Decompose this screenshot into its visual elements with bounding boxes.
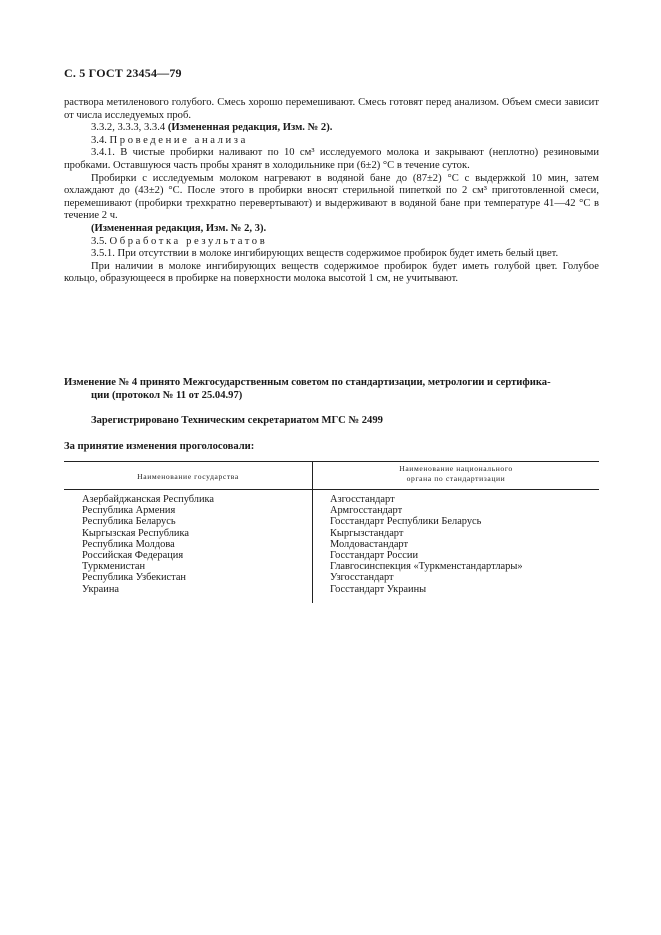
table-cell-body: Госстандарт России xyxy=(330,550,419,562)
paragraph-heating: Пробирки с исследуемым молоком нагревают в водяной бане до (87±2) °С с выдержкой 10 мин, затем охлаждают до (43±2) °С. После этого в пробирки вносят стерильной пипеткой по 2 см³ приготовленной смеси, перемешивают (пробирки трехкратно перевертывают) и выдерживают в водяной бане при температуре 41—42 °С в течение 2 ч. xyxy=(64,172,599,222)
paragraph-3-4-1: 3.4.1. В чистые пробирки наливают по 10 см³ исследуемого молока и закрывают (неплотно) резиновыми пробками. Оставшуюся часть пробы хранят в холодильнике при (6±2) °С в течение суток. xyxy=(64,147,599,171)
registration-note: Зарегистрировано Техническим секретариатом МГС № 2499 xyxy=(91,415,383,426)
table-cell-state: Республика Узбекистан xyxy=(82,572,186,584)
table-cell-state: Азербайджанская Республика xyxy=(82,494,215,505)
table-cell-body: Молдовастандарт xyxy=(330,538,409,550)
table-cell-state: Кыргызская Республика xyxy=(82,527,189,539)
table-cell-body: Госстандарт Украины xyxy=(330,583,427,595)
page-header: С. 5 ГОСТ 23454—79 xyxy=(64,66,182,80)
table-cell-state: Российская Федерация xyxy=(82,550,184,562)
column-header-state: Наименование государства xyxy=(137,472,239,481)
table-cell-body: Кыргызстандарт xyxy=(330,527,404,539)
voting-table xyxy=(64,461,599,603)
table-cell-state: Украина xyxy=(82,583,120,595)
table-top-rule xyxy=(64,461,599,462)
paragraph-blue-result: При наличии в молоке ингибирующих веществ содержимое пробирок будет иметь голубой цвет. Голубое кольцо, образующееся в пробирке на поверхности молока высотой 1 см, не учитывают. xyxy=(64,260,599,285)
paragraph-amended-3-3 xyxy=(64,122,599,135)
section-number: 3.4. xyxy=(91,134,110,146)
paragraph-3-5-1: 3.5.1. При отсутствии в молоке ингибирующих веществ содержимое пробирок будет иметь белый цвет. xyxy=(91,248,559,260)
table-cell-body: Узгосстандарт xyxy=(330,572,394,584)
clause-refs: 3.3.2, 3.3.3, 3.3.4 xyxy=(91,122,168,134)
table-cell-body: Армгосстандарт xyxy=(330,505,403,517)
section-title: Проведение анализа xyxy=(109,134,248,146)
section-heading-3-4 xyxy=(64,135,599,148)
body-text xyxy=(64,97,599,286)
amendment-line-2: ции (протокол № 11 от 25.04.97) xyxy=(91,390,243,401)
table-cell-body: Азгосстандарт xyxy=(330,494,395,505)
section-heading-3-5 xyxy=(64,236,599,249)
table-cell-body: Главгосинспекция «Туркменстандартлары» xyxy=(330,561,523,573)
table-cell-body: Госстандарт Республики Беларусь xyxy=(330,516,482,528)
bodies-column xyxy=(330,494,523,595)
states-column xyxy=(82,494,214,595)
paragraph-methylene-blue: раствора метиленового голубого. Смесь хорошо перемешивают. Смесь готовят перед анализом. Объем смеси зависит от числа исследуемых проб. xyxy=(64,97,599,121)
column-header-body-line-1: Наименование национального xyxy=(399,464,513,473)
table-cell-state: Республика Армения xyxy=(82,505,176,517)
column-header-body xyxy=(313,464,599,484)
section-title: Обработка результатов xyxy=(109,235,268,247)
voting-title: За принятие изменения проголосовали: xyxy=(64,441,255,452)
amendment-note-2-3: (Измененная редакция, Изм. № 2, 3). xyxy=(91,222,267,234)
table-header-rule xyxy=(64,489,599,490)
amendment-statement xyxy=(64,376,599,402)
amendment-note: (Измененная редакция, Изм. № 2). xyxy=(167,122,333,134)
amendment-line-1: Изменение № 4 принято Межгосударственным советом по стандартизации, метрологии и сертифика- xyxy=(64,377,551,388)
table-cell-state: Туркменистан xyxy=(82,561,146,573)
table-cell-state: Республика Молдова xyxy=(82,538,175,550)
column-header-body-line-2: органа по стандартизации xyxy=(406,474,506,483)
table-cell-state: Республика Беларусь xyxy=(82,516,176,528)
section-number: 3.5. xyxy=(91,235,110,247)
